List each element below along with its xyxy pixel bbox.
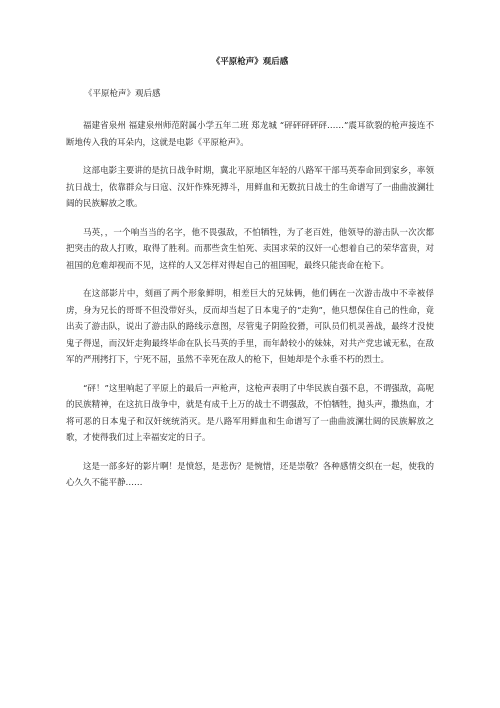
document-subtitle: 《平原枪声》观后感 xyxy=(84,89,161,99)
paragraph-last-shot: “砰！”这里响起了平原上的最后一声枪声，这枪声表明了中华民族自强不息，不谓强敌，高呢的民族精神，在这抗日战争中，就是有成千上万的战士不谓强敌，不怕牺牲，抛头声，撒热血，才将可恶的日本鬼子和汉奸统统消灭。是八路军用鲜血和生命谱写了一曲曲波澜壮阔的民族解放之歌，才使得我们过上幸福安定的日子。 xyxy=(66,383,434,443)
document-title: 《平原枪声》观后感 xyxy=(211,57,289,67)
paragraph-conclusion: 这是一部多好的影片啊！是愤怒，是悲伤？是惋惜，还是崇敬？各种感情交织在一起，使我的心久久不能平静…… xyxy=(66,461,434,488)
paragraph-ma-ying: 马英，，一个响当当的名字，他不畏强敌，不怕牺牲，为了老百姓，他领导的游击队一次次都把突击的敌人打败，取得了胜利。而那些贪生怕死、卖国求荣的汉奸一心想着自己的荣华富贵，对祖国的危难却视而不见，这样的人又怎样对得起自己的祖国呢，最终只能丧命在枪下。 xyxy=(66,227,434,271)
paragraph-intro: 福建省泉州 福建泉州师范附属小学五年二班 郑龙城 “砰砰砰砰砰……”震耳欲裂的枪声接连不断地传入我的耳朵内，这就是电影《平原枪声》。 xyxy=(66,121,434,148)
paragraph-siblings: 在这部影片中，刻画了两个形象鲜明，相差巨大的兄妹俩，他们俩在一次游击战中不幸被俘虏，身为兄长的哥哥不但没带好头，反而却当起了日本鬼子的“走狗”，他只想保住自己的性命，竟出卖了游击队，说出了游击队的路线示意图，尽管鬼子阴险狡猾，可队员们机灵善战，最终才没使鬼子得逞，而汉奸走狗最终毕命在队长马英的手里，而年龄较小的妹妹，对共产党忠诚无私，在敌军的严刑拷打下，宁死不屈，虽然不幸死在敌人的枪下，但她却是个永垂不朽的烈士。 xyxy=(66,289,434,365)
paragraph-plot: 这部电影主要讲的是抗日战争时期，冀北平原地区年轻的八路军干部马英奉命回到家乡，率领抗日战士，依靠群众与日寇、汉奸作殊死搏斗，用鲜血和无数抗日战士的生命谱写了一曲曲波澜壮阔的民族解放之歌。 xyxy=(66,166,434,209)
